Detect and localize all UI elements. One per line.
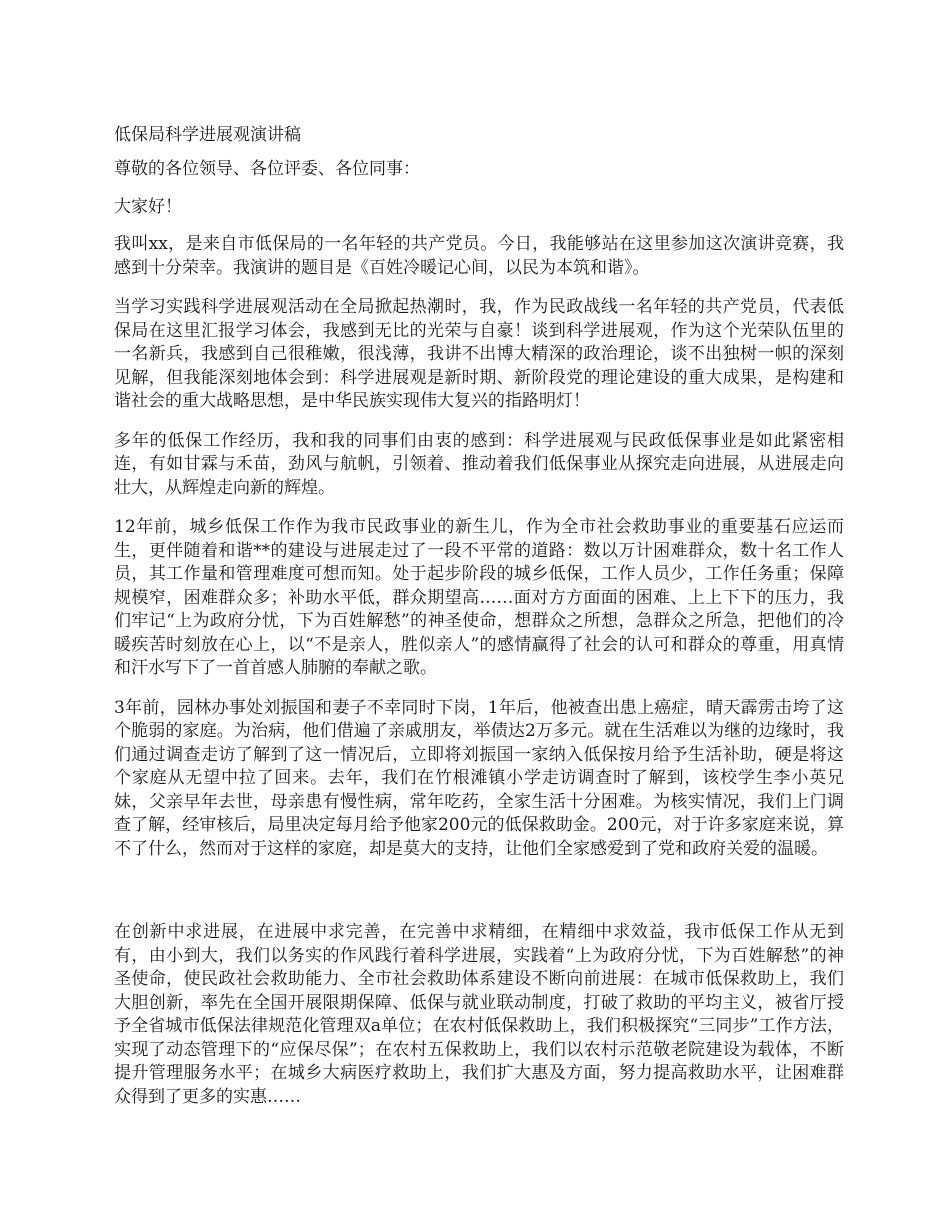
paragraph-three-years: 3年前，园林办事处刘振国和妻子不幸同时下岗，1年后，他被查出患上癌症，晴天霹雳击垮了这个脆弱的家庭。为治病，他们借遍了亲戚朋友，举债达2万多元。就在生活难以为继的边缘时，我们通过调查走访了解到了这一情况后，立即将刘振国一家纳入低保按月给予生活补助，硬是将这个家庭从无望中拉了回来。去年，我们在竹根滩镇小学走访调查时了解到，该校学生李小英兄妹，父亲早年去世，母亲患有慢性病，常年吃药，全家生活十分困难。为核实情况，我们上门调查了解，经审核后，局里决定每月给予他家200元的低保救助金。200元，对于许多家庭来说，算不了什么，然而对于这样的家庭，却是莫大的支持，让他们全家感爱到了党和政府关爱的温暖。 <box>114 697 844 859</box>
greeting: 大家好！ <box>114 196 182 217</box>
paragraph-twelve-years: 12年前，城乡低保工作作为我市民政事业的新生儿，作为全市社会救助事业的重要基石应运而生，更伴随着和谐**的建设与进展走过了一段不平常的道路：数以万计困难群众，数十名工作人员，其工作量和管理难度可想而知。处于起步阶段的城乡低保，工作人员少，工作任务重；保障规模窄，困难群众多；补助水平低，群众期望高……面对方方面面的困难、上上下下的压力，我们牢记“上为政府分忧，下为百姓解愁”的神圣使命，想群众之所想，急群众之所急，把他们的冷暖疾苦时刻放在心上，以“不是亲人，胜似亲人”的感情赢得了社会的认可和群众的尊重，用真情和汗水写下了一首首感人肺腑的奉献之歌。 <box>114 517 844 678</box>
document-title: 低保局科学进展观演讲稿 <box>114 125 301 145</box>
blank-gap <box>114 877 844 921</box>
paragraph-innovation: 在创新中求进展，在进展中求完善，在完善中求精细，在精细中求效益，我市低保工作从无到有，由小到大，我们以务实的作风践行着科学进展，实践着“上为政府分忧，下为百姓解愁”的神圣使命，使民政社会救助能力、全市社会救助体系建设不断向前进展：在城市低保救助上，我们大胆创新，率先在全国开展限期保障、低保与就业联动制度，打破了救助的平均主义，被省厅授予全省城市低保法律规范化管理双a单位；在农村低保救助上，我们积极探究“三同步”工作方法，实现了动态管理下的“应保尽保”；在农村五保救助上，我们以农村示范敬老院建设为载体，不断提升管理服务水平；在城乡大病医疗救助上，我们扩大惠及方面，努力提高救助水平，让困难群众得到了更多的实惠…… <box>114 922 844 1107</box>
paragraph-intro: 我叫xx，是来自市低保局的一名年轻的共产党员。今日，我能够站在这里参加这次演讲竞赛，我感到十分荣幸。我演讲的题目是《百姓冷暖记心间，以民为本筑和谐》。 <box>114 234 844 278</box>
paragraph-study-activity: 当学习实践科学进展观活动在全局掀起热潮时，我，作为民政战线一名年轻的共产党员，代表低保局在这里汇报学习体会，我感到无比的光荣与自豪！谈到科学进展观，作为这个光荣队伍里的一名新兵，我感到自己很稚嫩，很浅薄，我讲不出博大精深的政治理论，谈不出独树一帜的深刻见解，但我能深刻地体会到：科学进展观是新时期、新阶段党的理论建设的重大成果，是构建和谐社会的重大战略思想，是中华民族实现伟大复兴的指路明灯！ <box>114 297 844 411</box>
salutation: 尊敬的各位领导、各位评委、各位同事： <box>114 159 420 179</box>
document-page <box>114 122 844 1125</box>
paragraph-work-experience: 多年的低保工作经历，我和我的同事们由衷的感到：科学进展观与民政低保事业是如此紧密相连，有如甘霖与禾苗，劲风与航帆，引领着、推动着我们低保事业从探究走向进展，从进展走向壮大，从辉煌走向新的辉煌。 <box>114 430 844 498</box>
